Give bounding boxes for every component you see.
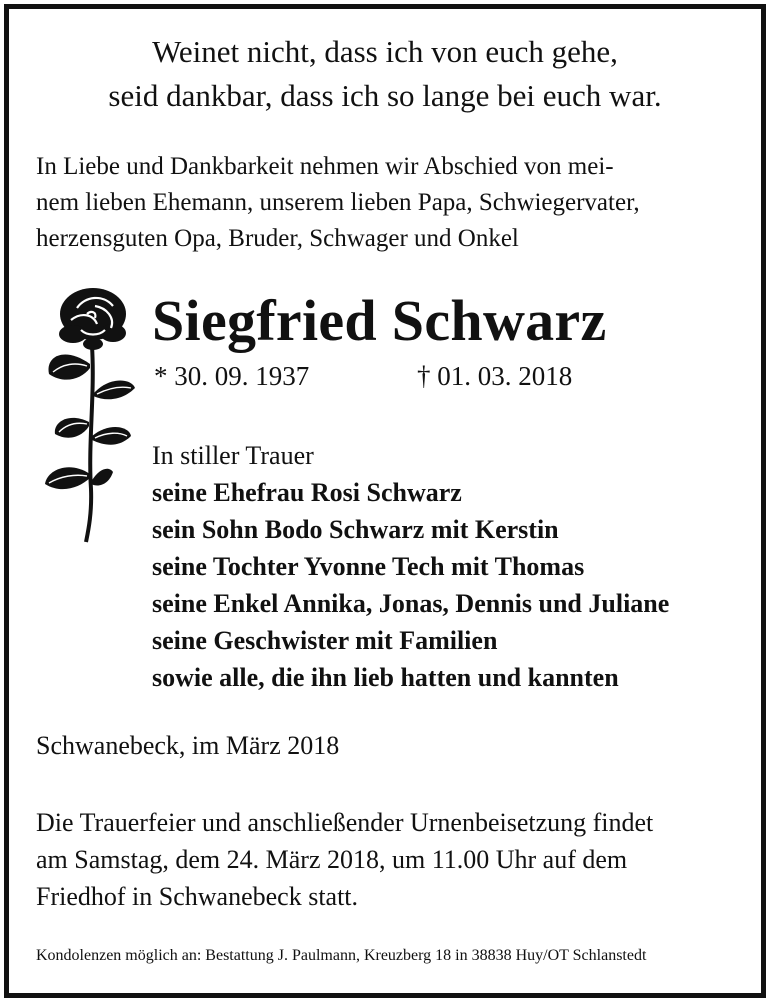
intro-line-1: In Liebe und Dankbarkeit nehmen wir Abschied von mei- bbox=[36, 153, 614, 180]
intro-line-3: herzensguten Opa, Bruder, Schwager und Onkel bbox=[36, 225, 519, 252]
ceremony-line-1: Die Trauerfeier und anschließender Urnenbeisetzung findet bbox=[36, 808, 654, 837]
condolence-footer: Kondolenzen möglich an: Bestattung J. Paulmann, Kreuzberg 18 in 38838 Huy/OT Schlanstedt bbox=[36, 947, 647, 964]
ceremony-line-2: am Samstag, dem 24. März 2018, um 11.00 Uhr auf dem bbox=[36, 845, 628, 874]
obituary-notice bbox=[4, 4, 766, 998]
deceased-name: Siegfried Schwarz bbox=[152, 288, 607, 353]
intro-line-2: nem lieben Ehemann, unserem lieben Papa, Schwiegervater, bbox=[36, 189, 640, 216]
poem-line-2: seid dankbar, dass ich so lange bei euch war. bbox=[108, 78, 662, 113]
death-date: † 01. 03. 2018 bbox=[417, 361, 573, 391]
ceremony-line-3: Friedhof in Schwanebeck statt. bbox=[36, 882, 359, 911]
mourner-line: seine Tochter Yvonne Tech mit Thomas bbox=[152, 552, 585, 581]
mourner-line: sowie alle, die ihn lieb hatten und kannten bbox=[152, 663, 619, 692]
mourner-line: seine Ehefrau Rosi Schwarz bbox=[152, 478, 462, 507]
place-date: Schwanebeck, im März 2018 bbox=[36, 731, 340, 760]
mourning-intro: In stiller Trauer bbox=[152, 441, 314, 470]
rose-icon bbox=[35, 284, 139, 546]
mourner-line: seine Enkel Annika, Jonas, Dennis und Juliane bbox=[152, 589, 670, 618]
poem-line-1: Weinet nicht, dass ich von euch gehe, bbox=[152, 34, 618, 69]
mourner-line: seine Geschwister mit Familien bbox=[152, 626, 498, 655]
birth-date: * 30. 09. 1937 bbox=[154, 361, 310, 391]
mourner-line: sein Sohn Bodo Schwarz mit Kerstin bbox=[152, 515, 559, 544]
